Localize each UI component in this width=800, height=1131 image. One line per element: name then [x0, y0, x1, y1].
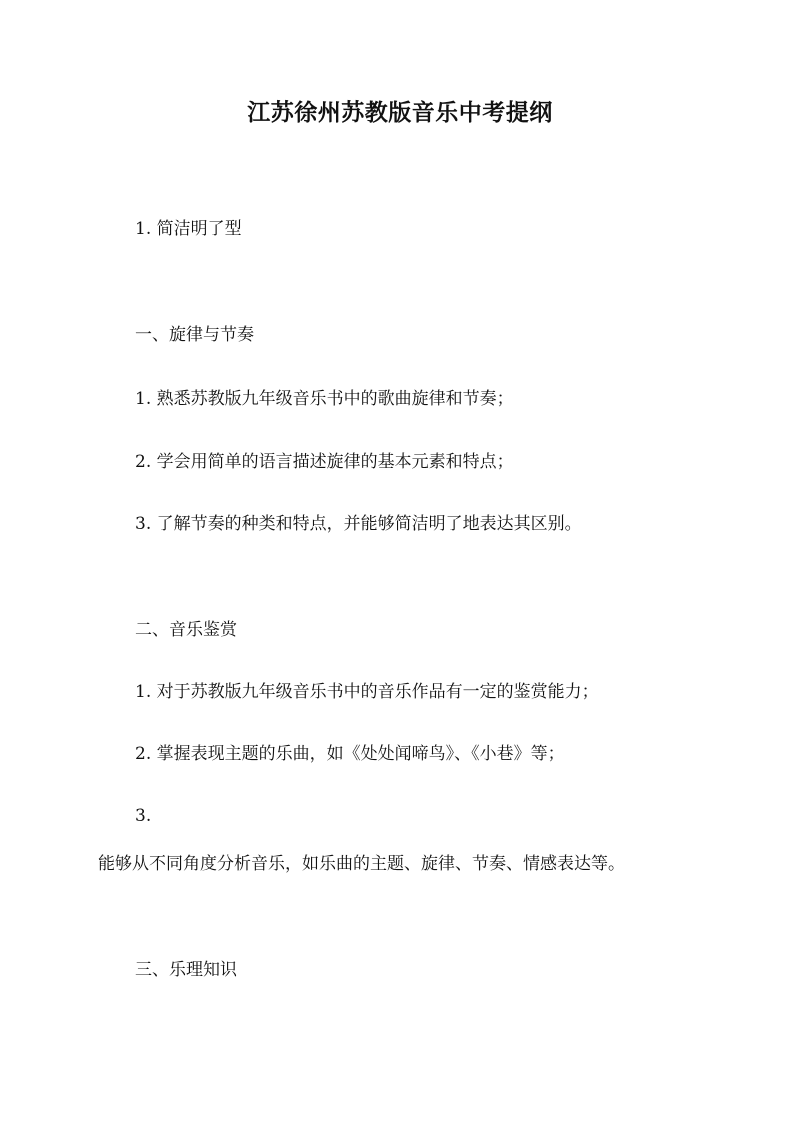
intro-line: 1. 简洁明了型 [135, 219, 242, 239]
list-item: 3. 了解节奏的种类和特点，并能够简洁明了地表达其区别。 [135, 514, 582, 534]
document-title: 江苏徐州苏教版音乐中考提纲 [247, 99, 553, 126]
list-item: 2. 学会用简单的语言描述旋律的基本元素和特点； [135, 452, 514, 472]
section-heading-melody-rhythm: 一、旋律与节奏 [135, 325, 254, 345]
list-item: 1. 对于苏教版九年级音乐书中的音乐作品有一定的鉴赏能力； [135, 682, 599, 702]
list-item: 1. 熟悉苏教版九年级音乐书中的歌曲旋律和节奏； [135, 389, 514, 409]
list-item-continuation: 能够从不同角度分析音乐，如乐曲的主题、旋律、节奏、情感表达等。 [98, 854, 625, 874]
list-item: 2. 掌握表现主题的乐曲，如《处处闻啼鸟》、《小巷》等； [135, 744, 565, 764]
list-item: 3. [135, 806, 152, 826]
section-heading-music-theory: 三、乐理知识 [135, 960, 237, 980]
section-heading-music-appreciation: 二、音乐鉴赏 [135, 620, 237, 640]
